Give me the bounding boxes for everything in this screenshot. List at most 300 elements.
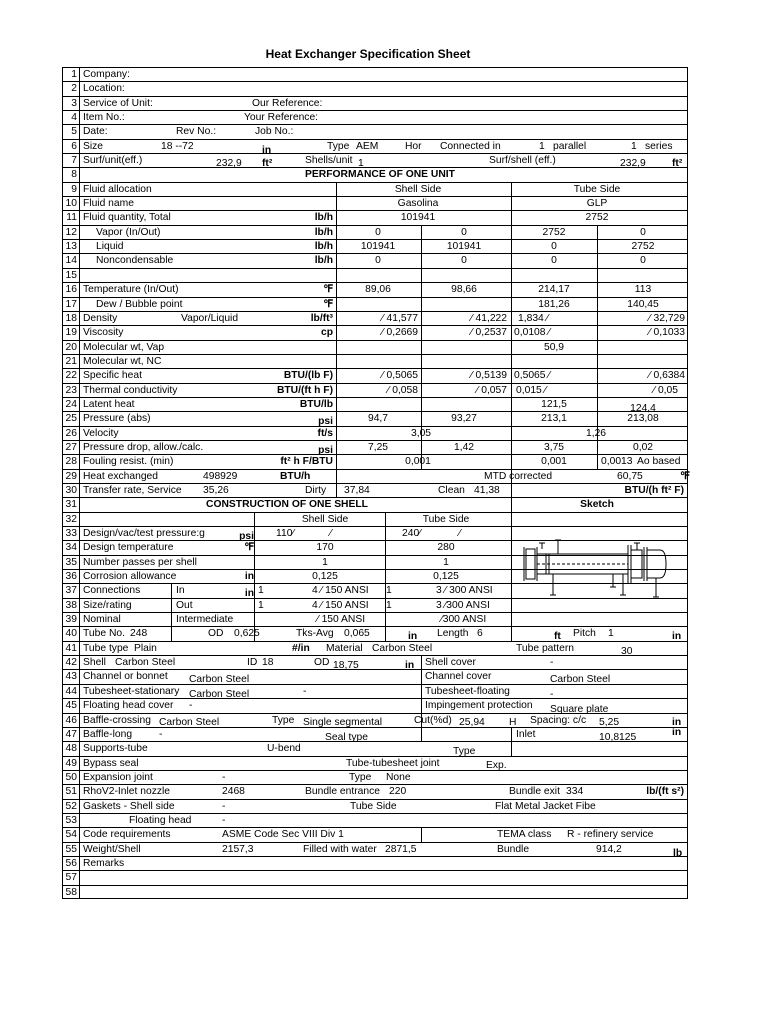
table-cell: series (645, 140, 673, 152)
table-cell: Shell Side (394, 183, 442, 195)
table-cell: Pressure drop, allow./calc. (83, 441, 204, 453)
table-cell: 4 ⁄ 150 ANSI (312, 599, 369, 611)
table-cell: ⁄ 0,5065 (381, 370, 418, 382)
table-cell: Type (453, 746, 476, 758)
table-cell: 1 (358, 157, 364, 169)
grid-vline (254, 512, 255, 641)
table-cell: 41,38 (474, 485, 500, 496)
table-cell: 140,45 (627, 298, 659, 310)
table-cell: Bypass seal (83, 757, 139, 769)
table-cell: 220 (389, 786, 407, 798)
row-number: 11 (66, 212, 77, 224)
table-cell: 18 --72 (161, 140, 194, 152)
table-cell: Fluid quantity, Total (83, 212, 171, 224)
row-number: 1 (71, 69, 77, 80)
table-cell: GLP (586, 198, 608, 210)
table-cell: 2157,3 (222, 843, 254, 855)
table-cell: ℉ (323, 298, 333, 310)
table-cell: Tube pattern (516, 642, 575, 654)
table-cell: OD (314, 657, 330, 669)
row-number: 24 (65, 398, 77, 410)
table-cell: - (303, 685, 307, 697)
table-cell: 914,2 (596, 843, 622, 855)
table-cell: ⁄ (459, 528, 461, 540)
row-number: 4 (71, 112, 77, 124)
table-cell: ⁄ 0,2537 (470, 327, 507, 339)
grid-hline (62, 397, 688, 398)
table-cell: Transfer rate, Service (83, 485, 182, 496)
table-cell: Your Reference: (244, 112, 319, 124)
grid-hline (62, 870, 688, 871)
table-cell: in (672, 631, 682, 643)
row-number: 13 (65, 241, 77, 253)
table-cell: BTU/(ft h F) (276, 384, 333, 396)
table-cell: 3 ⁄ 300 ANSI (436, 585, 493, 597)
table-cell: Vapor/Liquid (181, 312, 239, 324)
table-cell: 2752 (542, 226, 566, 238)
table-cell: 1,834 ⁄ (518, 312, 549, 324)
table-cell: BTU/(h ft² F) (624, 485, 684, 496)
table-cell: Material (326, 642, 363, 654)
row-number: 2 (71, 83, 77, 95)
table-cell: 4 ⁄ 150 ANSI (312, 585, 369, 597)
table-cell: 5,25 (599, 717, 620, 729)
table-cell: Rev No.: (176, 126, 217, 138)
row-number: 16 (65, 284, 77, 296)
table-cell: Size (83, 140, 104, 152)
table-cell: Tubesheet-floating (425, 685, 510, 697)
row-number: 35 (65, 556, 77, 568)
grid-hline (62, 268, 688, 269)
table-cell: ft² h F/BTU (280, 456, 333, 468)
table-cell: 181,26 (538, 298, 570, 310)
table-cell: Velocity (83, 427, 119, 439)
table-cell: Molecular wt, NC (83, 355, 162, 367)
table-cell: H (509, 717, 517, 729)
table-cell: 1 (258, 599, 264, 611)
row-number: 5 (71, 126, 77, 138)
table-cell: Design/vac/test pressure:g (83, 528, 205, 540)
table-cell: BTU/lb (299, 398, 333, 410)
table-cell: TEMA class (497, 829, 552, 841)
table-cell: 1 (322, 556, 328, 568)
row-number: 7 (71, 155, 77, 167)
table-cell: in (672, 727, 682, 739)
table-cell: 1 (258, 585, 264, 597)
row-number: 26 (65, 427, 77, 439)
row-number: 14 (65, 255, 77, 267)
table-cell: Noncondensable (96, 255, 174, 267)
table-cell: 101941 (446, 241, 482, 253)
table-cell: Type (327, 140, 350, 152)
table-cell: 0 (551, 255, 557, 267)
grid-hline (62, 856, 688, 857)
row-number: 50 (65, 771, 77, 783)
table-cell: - (222, 800, 226, 812)
table-cell: Dirty (305, 485, 327, 496)
table-cell: 113 (634, 284, 652, 296)
table-cell: PERFORMANCE OF ONE UNIT (305, 169, 455, 181)
table-cell: 232,9 (620, 157, 646, 169)
table-cell: Cut(%d) (414, 714, 452, 726)
row-number: 20 (65, 341, 77, 353)
table-cell: Carbon Steel (159, 717, 220, 729)
table-cell: Vapor (In/Out) (96, 226, 161, 238)
table-cell: 213,08 (627, 413, 659, 425)
table-cell: Hor (405, 140, 422, 152)
table-cell: Clean (438, 485, 465, 496)
table-cell: 214,17 (538, 284, 570, 296)
table-cell: Single segmental (303, 717, 382, 729)
table-cell: ⁄ 0,057 (476, 384, 507, 396)
table-cell: 0,02 (632, 441, 654, 453)
table-cell: 0,065 (344, 628, 370, 640)
grid-vline (511, 182, 512, 497)
row-number: 33 (65, 528, 77, 540)
row-number: 43 (65, 671, 77, 683)
row-number: 52 (65, 800, 77, 812)
grid-vline (336, 182, 337, 497)
table-cell: Latent heat (83, 398, 135, 410)
table-cell: 1 (608, 628, 614, 640)
table-cell: 1 (386, 585, 392, 597)
table-cell: Seal type (325, 731, 368, 743)
table-cell: Impingement protection (425, 700, 533, 712)
table-cell: Carbon Steel (115, 657, 176, 669)
table-cell: 334 (566, 786, 584, 798)
table-cell: Bundle entrance (305, 786, 380, 798)
table-cell: 10,8125 (599, 731, 637, 743)
grid-hline (62, 81, 688, 82)
table-cell: - (189, 700, 193, 712)
table-cell: Flat Metal Jacket Fibe (495, 800, 596, 812)
table-cell: Carbon Steel (189, 688, 250, 700)
table-cell: 3 ⁄300 ANSI (436, 599, 490, 611)
table-cell: 1 (539, 140, 545, 152)
table-cell: ft (554, 631, 561, 643)
table-cell: Corrosion allowance (83, 571, 177, 583)
grid-hline (62, 110, 688, 111)
table-cell: Temperature (In/Out) (83, 284, 179, 296)
table-cell: Gasolina (397, 198, 439, 210)
grid-vline (385, 512, 386, 641)
row-number: 32 (65, 513, 77, 525)
row-number: 28 (65, 456, 77, 468)
table-cell: ASME Code Sec VIII Div 1 (222, 829, 344, 841)
table-cell: 18 (262, 657, 274, 669)
table-cell: Heat exchanged (83, 470, 158, 482)
table-cell: Weight/Shell (83, 843, 141, 855)
table-cell: Length (437, 628, 469, 640)
table-cell: 498929 (203, 470, 238, 482)
table-cell: BTU/(lb F) (283, 370, 333, 382)
row-number: 18 (65, 312, 77, 324)
table-cell: in (244, 588, 254, 600)
row-number: 40 (65, 628, 77, 640)
table-cell: 0,001 (541, 456, 567, 468)
table-cell: Bundle (497, 843, 530, 855)
row-number: 41 (65, 642, 77, 654)
table-cell: 232,9 (216, 157, 242, 169)
table-cell: R - refinery service (567, 829, 654, 841)
row-number: 56 (65, 857, 77, 869)
table-cell: Shell (83, 657, 106, 669)
table-cell: 213,1 (541, 413, 567, 425)
table-cell: Carbon Steel (189, 674, 250, 686)
table-cell: Floating head (129, 814, 192, 826)
table-cell: 121,5 (541, 398, 567, 410)
grid-hline (62, 741, 688, 742)
table-cell: ℉ (244, 542, 254, 554)
row-number: 38 (65, 599, 77, 611)
row-number: 57 (65, 872, 77, 884)
grid-hline (62, 153, 688, 154)
table-cell: ⁄ 41,577 (381, 312, 418, 324)
table-cell: 98,66 (451, 284, 477, 296)
table-cell: Remarks (83, 857, 125, 869)
table-cell: lb (673, 847, 683, 859)
table-cell: 6 (477, 628, 483, 640)
table-cell: 35,26 (203, 485, 229, 496)
row-number: 58 (65, 886, 77, 898)
row-number: 47 (65, 728, 77, 740)
table-cell: Design temperature (83, 542, 174, 554)
table-cell: ⁄ 150 ANSI (317, 614, 366, 626)
table-cell: Inlet (516, 728, 536, 740)
table-cell: Baffle-long (83, 728, 133, 740)
table-cell: Baffle-crossing (83, 714, 151, 726)
table-cell: Tube Side (350, 800, 397, 812)
table-cell: 0 (375, 226, 381, 238)
grid-hline (62, 325, 688, 326)
table-cell: - (222, 771, 226, 783)
row-number: 37 (65, 585, 77, 597)
table-cell: 0,0108 ⁄ (514, 327, 551, 339)
table-cell: - (222, 814, 226, 826)
table-cell: MTD corrected (484, 470, 553, 482)
row-number: 22 (65, 370, 77, 382)
row-number: 27 (65, 441, 77, 453)
table-cell: lb/h (314, 226, 333, 238)
table-cell: Fouling resist. (min) (83, 456, 174, 468)
table-cell: Tube Side (422, 513, 470, 525)
table-cell: 0 (551, 241, 557, 253)
table-cell: Channel cover (425, 671, 492, 683)
table-cell: Filled with water (303, 843, 377, 855)
table-cell: Liquid (96, 241, 124, 253)
grid-hline (62, 885, 688, 886)
table-cell: 2752 (631, 241, 655, 253)
grid-vline (79, 67, 80, 899)
row-number: 45 (65, 700, 77, 712)
table-cell: U-bend (267, 743, 301, 755)
table-cell: Density (83, 312, 118, 324)
table-cell: in (405, 660, 415, 671)
grid-hline (62, 770, 688, 771)
table-cell: - (550, 688, 554, 700)
table-cell: ⁄ 0,058 (387, 384, 418, 396)
row-number: 39 (65, 614, 77, 626)
table-cell: 93,27 (451, 413, 477, 425)
table-cell: ⁄ 0,05 (653, 384, 678, 396)
row-number: 42 (65, 657, 77, 669)
grid-vline (171, 583, 172, 641)
table-cell: 30 (621, 645, 633, 657)
table-cell: Fluid name (83, 198, 134, 210)
table-cell: Shells/unit (305, 155, 353, 167)
table-cell: Ao based (637, 456, 681, 468)
table-cell: 50,9 (543, 341, 565, 353)
table-cell: Pitch (573, 628, 596, 640)
grid-vline (421, 827, 422, 842)
table-cell: 1 (443, 556, 449, 568)
table-cell: Tube-tubesheet joint (346, 757, 440, 769)
table-cell: 1,26 (585, 427, 607, 439)
table-cell: lb/h (314, 212, 333, 224)
table-cell: BTU/h (280, 470, 311, 482)
table-cell: Tubesheet-stationary (83, 685, 180, 697)
table-cell: 0 (640, 255, 646, 267)
table-cell: Thermal conductivity (83, 384, 178, 396)
page-title: Heat Exchanger Specification Sheet (265, 47, 471, 61)
table-cell: Molecular wt, Vap (83, 341, 165, 353)
row-number: 54 (65, 829, 77, 841)
table-cell: None (386, 771, 411, 783)
table-cell: psi (239, 530, 254, 542)
row-number: 51 (65, 786, 77, 798)
table-cell: - (550, 657, 554, 669)
row-number: 48 (65, 743, 77, 755)
table-cell: Shell cover (425, 657, 476, 669)
table-cell: Carbon Steel (372, 642, 433, 654)
row-number: 15 (65, 269, 77, 281)
table-cell: ft² (262, 157, 273, 169)
table-cell: ⁄ 32,729 (648, 312, 685, 324)
table-cell: ℉ (680, 470, 690, 482)
table-cell: Square plate (550, 704, 609, 716)
grid-hline (62, 368, 688, 369)
row-number: 9 (71, 183, 77, 195)
row-number: 19 (65, 327, 77, 339)
table-cell: 0 (461, 226, 467, 238)
row-number: 34 (65, 542, 77, 554)
row-number: 25 (65, 413, 77, 425)
table-cell: lb/h (314, 241, 333, 253)
table-cell: 1 (631, 140, 637, 152)
table-cell: Expansion joint (83, 771, 153, 783)
table-cell: Tks-Avg (296, 628, 334, 640)
table-cell: Tube No. (83, 628, 125, 640)
row-number: 21 (65, 355, 77, 367)
row-number: 6 (71, 140, 77, 152)
grid-hline (62, 96, 688, 97)
row-number: 46 (65, 714, 77, 726)
table-cell: in (672, 717, 682, 729)
table-cell: ft² (672, 157, 683, 169)
table-cell: ⁄ 0,6384 (648, 370, 685, 382)
table-cell: lb/h (314, 255, 333, 267)
table-cell: 2871,5 (385, 843, 417, 855)
table-cell: - (159, 728, 163, 740)
table-cell: 170 (316, 542, 334, 554)
table-cell: lb/ft³ (310, 312, 333, 324)
row-number: 10 (65, 198, 77, 210)
row-number: 23 (65, 384, 77, 396)
table-cell: Specific heat (83, 370, 142, 382)
table-cell: Job No.: (255, 126, 294, 138)
table-cell: in (408, 631, 418, 643)
table-cell: Viscosity (83, 327, 124, 339)
row-number: 17 (65, 298, 77, 310)
table-cell: Type (349, 771, 372, 783)
grid-vline (421, 655, 422, 741)
table-cell: #/in (292, 642, 310, 654)
row-number: 36 (65, 571, 77, 583)
table-cell: CONSTRUCTION OF ONE SHELL (206, 499, 368, 511)
table-cell: 0 (640, 226, 646, 238)
table-cell: ℉ (323, 284, 333, 296)
table-cell: Surf/shell (eff.) (489, 155, 556, 167)
row-number: 12 (65, 226, 77, 238)
table-cell: Location: (83, 83, 125, 95)
table-cell: 37,84 (344, 485, 370, 496)
table-cell: cp (320, 327, 333, 339)
table-cell: Tube type (83, 642, 129, 654)
table-cell: Code requirements (83, 829, 171, 841)
table-cell: 240⁄ (402, 528, 421, 540)
table-cell: Sketch (580, 499, 614, 511)
table-cell: Size/rating (83, 599, 132, 611)
grid-hline (62, 512, 688, 513)
table-cell: Fluid allocation (83, 183, 152, 195)
table-cell: 248 (130, 628, 148, 640)
table-cell: ⁄ (330, 528, 332, 540)
table-cell: Bundle exit (509, 786, 560, 798)
row-number: 29 (65, 470, 77, 482)
exchanger-sketch (516, 535, 684, 607)
table-cell: Connected in (440, 140, 501, 152)
table-cell: in (262, 145, 272, 157)
table-cell: 280 (437, 542, 455, 554)
table-cell: Tube Side (573, 183, 621, 195)
row-number: 55 (65, 843, 77, 855)
table-cell: 0,001 (405, 456, 431, 468)
table-cell: 18,75 (333, 660, 359, 671)
table-cell: RhoV2-Inlet nozzle (83, 786, 171, 798)
row-number: 31 (65, 499, 77, 511)
table-cell: ⁄ 0,2669 (381, 327, 418, 339)
table-cell: ⁄300 ANSI (441, 614, 487, 626)
table-cell: Shell Side (301, 513, 349, 525)
table-cell: 60,75 (617, 470, 643, 482)
table-cell: OD (208, 628, 224, 640)
table-cell: Supports-tube (83, 743, 148, 755)
grid-hline (62, 311, 688, 312)
table-cell: 7,25 (367, 441, 389, 453)
table-cell: Floating head cover (83, 700, 174, 712)
table-cell: Intermediate (176, 614, 234, 626)
table-cell: in (244, 571, 254, 583)
table-cell: ft/s (317, 427, 333, 439)
table-cell: Spacing: c/c (530, 714, 587, 726)
table-cell: 1,42 (453, 441, 475, 453)
table-cell: Plain (134, 642, 157, 654)
row-number: 3 (71, 97, 77, 109)
table-cell: Nominal (83, 614, 121, 626)
table-cell: 124,4 (630, 403, 656, 415)
table-cell: 1 (386, 599, 392, 611)
grid-vline (511, 497, 512, 641)
